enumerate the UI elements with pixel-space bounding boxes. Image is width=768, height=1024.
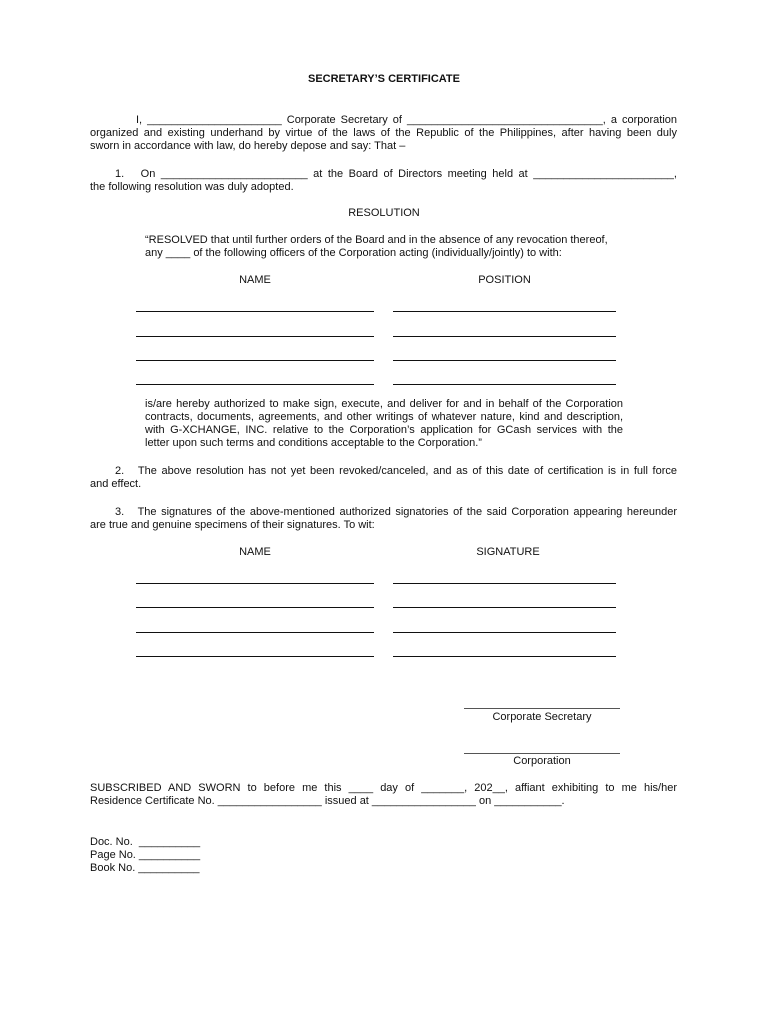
- book-no-line: Book No. __________: [90, 862, 200, 874]
- table2-header-signature: SIGNATURE: [476, 546, 540, 558]
- item-3-line-2: are true and genuine specimens of their signatures. To wit:: [90, 519, 375, 531]
- officer-position-line: [393, 360, 616, 361]
- item-2-line-1: 2. The above resolution has not yet been revoked/canceled, and as of this date of certification is in full force: [115, 465, 677, 477]
- authorization-line-4: letter upon such terms and conditions acceptable to the Corporation.”: [145, 437, 482, 449]
- table2-header-name: NAME: [239, 546, 271, 558]
- resolved-line-1: “RESOLVED that until further orders of the Board and in the absence of any revocation thereof,: [145, 234, 608, 246]
- officer-position-line: [393, 336, 616, 337]
- intro-line-2: organized and existing underhand by virtue of the laws of the Republic of the Philippines, after having been duly: [90, 127, 677, 139]
- resolved-line-2: any ____ of the following officers of the Corporation acting (individually/jointly) to with:: [145, 247, 562, 259]
- sworn-line-2: Residence Certificate No. _________________ issued at _________________ on ___________.: [90, 795, 565, 807]
- signatory-name-line: [136, 656, 374, 657]
- resolution-heading: RESOLUTION: [348, 207, 420, 219]
- item-2-line-2: and effect.: [90, 478, 142, 490]
- signatory-name-line: [136, 607, 374, 608]
- table1-header-name: NAME: [239, 274, 271, 286]
- officer-position-line: [393, 311, 616, 312]
- signatory-name-line: [136, 632, 374, 633]
- officer-name-line: [136, 336, 374, 337]
- officer-name-line: [136, 360, 374, 361]
- officer-name-line: [136, 311, 374, 312]
- authorization-line-1: is/are hereby authorized to make sign, execute, and deliver for and in behalf of the Corporation: [145, 398, 623, 410]
- intro-line-1: I, ______________________ Corporate Secretary of ________________________________, a corporation: [136, 114, 677, 126]
- officer-name-line: [136, 384, 374, 385]
- authorization-line-2: contracts, documents, agreements, and other writings of whatever nature, kind and description,: [145, 411, 623, 423]
- doc-no-line: Doc. No. __________: [90, 836, 201, 848]
- officer-position-line: [393, 384, 616, 385]
- signatory-signature-line: [393, 607, 616, 608]
- item-1-line-2: the following resolution was duly adopted.: [90, 181, 294, 193]
- corporate-secretary-signature-line: [464, 708, 620, 709]
- page-no-line: Page No. __________: [90, 849, 201, 861]
- document-title: SECRETARY’S CERTIFICATE: [308, 73, 460, 85]
- signatory-signature-line: [393, 632, 616, 633]
- table1-header-position: POSITION: [478, 274, 531, 286]
- corporation-label: Corporation: [513, 755, 571, 767]
- authorization-line-3: with G-XCHANGE, INC. relative to the Corporation’s application for GCash services with the: [145, 424, 623, 436]
- corporate-secretary-label: Corporate Secretary: [492, 711, 592, 723]
- item-1-line-1: 1. On ________________________ at the Board of Directors meeting held at _______________________,: [115, 168, 677, 180]
- signatory-signature-line: [393, 656, 616, 657]
- signatory-name-line: [136, 583, 374, 584]
- sworn-line-1: SUBSCRIBED AND SWORN to before me this ____ day of _______, 202__, affiant exhibiting to me his/her: [90, 782, 677, 794]
- signatory-signature-line: [393, 583, 616, 584]
- corporation-signature-line: [464, 753, 620, 754]
- item-3-line-1: 3. The signatures of the above-mentioned authorized signatories of the said Corporation appearing hereunder: [115, 506, 677, 518]
- intro-line-3: sworn in accordance with law, do hereby depose and say: That –: [90, 140, 406, 152]
